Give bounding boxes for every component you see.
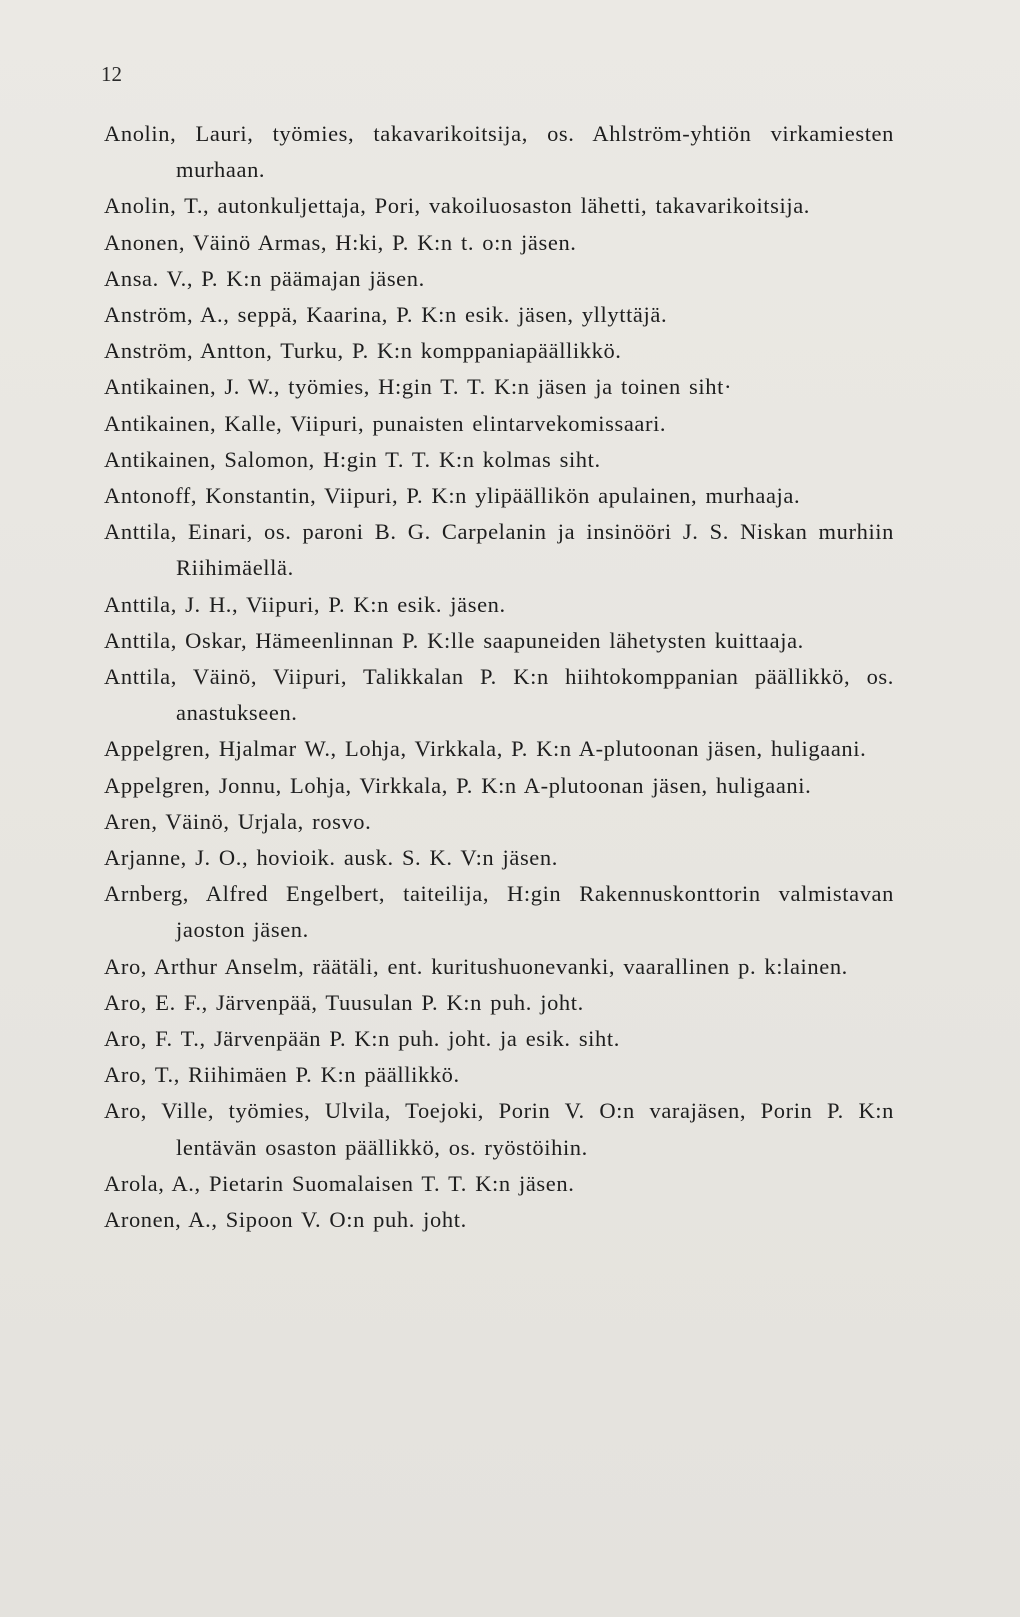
page-number: 12 — [101, 62, 122, 86]
list-item: Aro, Arthur Anselm, räätäli, ent. kuritushuonevanki, vaarallinen p. k:lainen. — [104, 953, 848, 979]
list-item: Anttila, Oskar, Hämeenlinnan P. K:lle saapuneiden lähetysten kuittaaja. — [104, 627, 804, 653]
list-item: Aronen, A., Sipoon V. O:n puh. joht. — [104, 1207, 467, 1233]
list-item: Anström, Antton, Turku, P. K:n komppaniapäällikkö. — [104, 338, 622, 364]
list-item: Anonen, Väinö Armas, H:ki, P. K:n t. o:n jäsen. — [104, 229, 577, 255]
list-item: Anttila, Väinö, Viipuri, Talikkalan P. K:n hiihtokomppanian päällikkö, os. anastukseen. — [104, 664, 894, 726]
entry-list — [104, 116, 894, 1238]
list-item: Aren, Väinö, Urjala, rosvo. — [104, 808, 372, 834]
list-item: Antikainen, Kalle, Viipuri, punaisten elintarvekomissaari. — [104, 410, 667, 436]
list-item: Arjanne, J. O., hovioik. ausk. S. K. V:n jäsen. — [104, 845, 558, 871]
list-item: Aro, F. T., Järvenpään P. K:n puh. joht. ja esik. siht. — [104, 1026, 620, 1052]
list-item: Antikainen, Salomon, H:gin T. T. K:n kolmas siht. — [104, 446, 601, 472]
list-item: Antonoff, Konstantin, Viipuri, P. K:n ylipäällikön apulainen, murhaaja. — [104, 483, 801, 509]
list-item: Aro, Ville, työmies, Ulvila, Toejoki, Porin V. O:n varajäsen, Porin P. K:n lentävän osaston päällikkö, os. ryöstöihin. — [104, 1098, 894, 1160]
list-item: Anolin, Lauri, työmies, takavarikoitsija, os. Ahlström-yhtiön virkamiesten murhaan. — [104, 121, 894, 183]
list-item: Appelgren, Hjalmar W., Lohja, Virkkala, P. K:n A-plutoonan jäsen, huligaani. — [104, 736, 867, 762]
list-item: Arola, A., Pietarin Suomalaisen T. T. K:n jäsen. — [104, 1170, 575, 1196]
list-item: Aro, E. F., Järvenpää, Tuusulan P. K:n puh. joht. — [104, 989, 584, 1015]
list-item: Arnberg, Alfred Engelbert, taiteilija, H:gin Rakennuskonttorin valmistavan jaoston jäsen. — [104, 881, 894, 943]
list-item: Anström, A., seppä, Kaarina, P. K:n esik. jäsen, yllyttäjä. — [104, 302, 668, 328]
list-item: Ansa. V., P. K:n päämajan jäsen. — [104, 265, 425, 291]
list-item: Anttila, Einari, os. paroni B. G. Carpelanin ja insinööri J. S. Niskan murhiin Riihimäellä. — [104, 519, 894, 581]
list-item: Appelgren, Jonnu, Lohja, Virkkala, P. K:n A-plutoonan jäsen, huligaani. — [104, 772, 812, 798]
list-item: Antikainen, J. W., työmies, H:gin T. T. K:n jäsen ja toinen siht· — [104, 374, 733, 400]
list-item: Anttila, J. H., Viipuri, P. K:n esik. jäsen. — [104, 591, 506, 617]
list-item: Aro, T., Riihimäen P. K:n päällikkö. — [104, 1062, 460, 1088]
list-item: Anolin, T., autonkuljettaja, Pori, vakoiluosaston lähetti, takavarikoitsija. — [104, 193, 811, 219]
